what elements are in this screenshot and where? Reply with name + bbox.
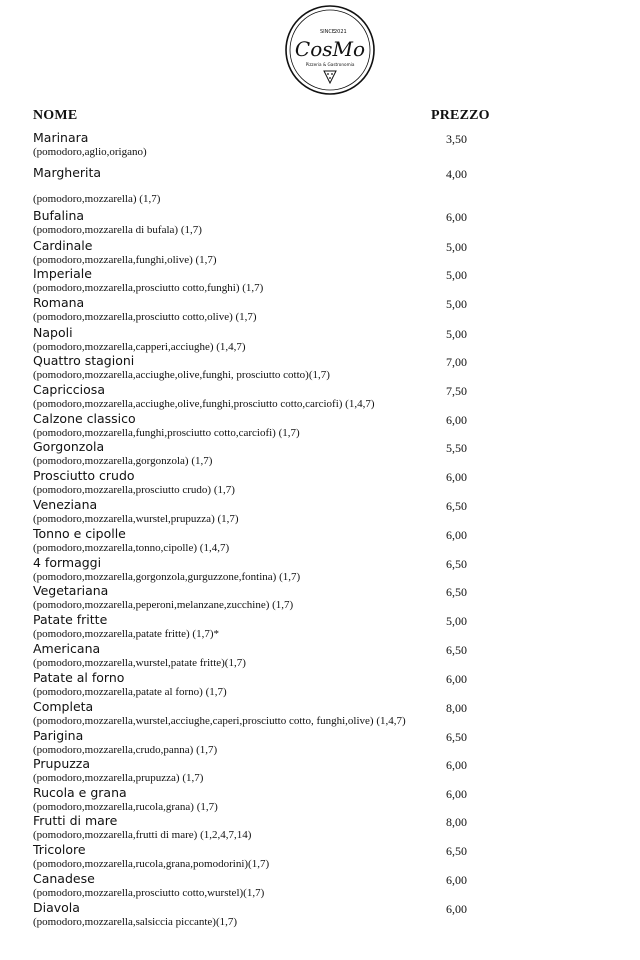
menu-item-price: 6,00 <box>446 902 467 916</box>
logo-brand: CosMo <box>294 37 366 61</box>
menu-item-description: (pomodoro,mozzarella,rucola,grana) (1,7) <box>33 801 218 813</box>
menu-item-description: (pomodoro,mozzarella,peperoni,melanzane,zucchine) (1,7) <box>33 599 294 611</box>
menu-item-description: (pomodoro,mozzarella,wurstel,acciughe,caperi,prosciutto cotto, funghi,olive) (1,4,7) <box>33 715 406 727</box>
menu-item-price: 6,50 <box>446 585 467 599</box>
menu-item <box>0 130 640 160</box>
menu-item-price: 6,50 <box>446 557 467 571</box>
menu-item-price: 5,00 <box>446 614 467 628</box>
menu-item-description: (pomodoro,mozzarella,patate al forno) (1,7) <box>33 686 227 698</box>
menu-item-description: (pomodoro,mozzarella,capperi,acciughe) (1,4,7) <box>33 341 246 353</box>
menu-item <box>0 165 640 205</box>
menu-item-price: 6,00 <box>446 672 467 686</box>
menu-item <box>0 555 640 585</box>
menu-item-price: 8,00 <box>446 815 467 829</box>
menu-item-name: Diavola <box>33 900 80 915</box>
menu-item-name: Tonno e cipolle <box>33 526 126 541</box>
menu-item-description: (pomodoro,mozzarella,prosciutto crudo) (1,7) <box>33 484 235 496</box>
menu-item-price: 6,00 <box>446 787 467 801</box>
menu-item-price: 6,50 <box>446 499 467 513</box>
menu-item-name: Completa <box>33 699 94 714</box>
menu-item-name: Imperiale <box>33 266 92 281</box>
menu-item-name: Prosciutto crudo <box>33 468 135 483</box>
menu-item-description: (pomodoro,mozzarella,prosciutto cotto,funghi) (1,7) <box>33 282 264 294</box>
menu-item-price: 5,00 <box>446 268 467 282</box>
menu-item-description: (pomodoro,mozzarella,rucola,grana,pomodorini)(1,7) <box>33 858 270 870</box>
menu-item-description: (pomodoro,mozzarella,salsiccia piccante)(1,7) <box>33 916 238 928</box>
menu-item-description: (pomodoro,mozzarella,funghi,prosciutto cotto,carciofi) (1,7) <box>33 427 300 439</box>
menu-item-description: (pomodoro,mozzarella,funghi,olive) (1,7) <box>33 254 217 266</box>
column-header-price: PREZZO <box>431 108 490 123</box>
menu-item-price: 6,50 <box>446 844 467 858</box>
menu-item-name: Patate fritte <box>33 612 108 627</box>
menu-item-price: 6,50 <box>446 643 467 657</box>
menu-item-description: (pomodoro,mozzarella,acciughe,olive,funghi, prosciutto cotto)(1,7) <box>33 369 330 381</box>
menu-item <box>0 900 640 930</box>
menu-item-price: 6,00 <box>446 413 467 427</box>
menu-item <box>0 295 640 325</box>
menu-item-price: 6,00 <box>446 528 467 542</box>
menu-item-price: 7,50 <box>446 384 467 398</box>
menu-item-price: 6,00 <box>446 873 467 887</box>
menu-item-name: Parigina <box>33 728 84 743</box>
menu-item <box>0 208 640 238</box>
menu-item-price: 5,00 <box>446 297 467 311</box>
menu-item <box>0 699 640 729</box>
menu-item-description: (pomodoro,mozzarella,gorgonzola,gurguzzone,fontina) (1,7) <box>33 571 301 583</box>
menu-item-description: (pomodoro,mozzarella di bufala) (1,7) <box>33 224 202 236</box>
menu-item-price: 6,00 <box>446 210 467 224</box>
menu-item <box>0 756 640 786</box>
menu-item <box>0 670 640 700</box>
menu-item-name: Prupuzza <box>33 756 91 771</box>
menu-item-name: Patate al forno <box>33 670 125 685</box>
menu-item <box>0 641 640 671</box>
menu-item-description: (pomodoro,mozzarella,gorgonzola) (1,7) <box>33 455 213 467</box>
menu-item-price: 6,00 <box>446 470 467 484</box>
menu-item-price: 7,00 <box>446 355 467 369</box>
menu-item <box>0 468 640 498</box>
menu-item <box>0 353 640 383</box>
menu-item-name: Canadese <box>33 871 95 886</box>
menu-item-name: Napoli <box>33 325 73 340</box>
menu-item-price: 5,50 <box>446 441 467 455</box>
menu-item-name: Americana <box>33 641 101 656</box>
column-header-name: NOME <box>33 108 78 123</box>
menu-item-price: 8,00 <box>446 701 467 715</box>
menu-item <box>0 871 640 901</box>
menu-item <box>0 238 640 268</box>
menu-item-price: 3,50 <box>446 132 467 146</box>
menu-item-description: (pomodoro,mozzarella) (1,7) <box>33 193 161 205</box>
menu-item-description: (pomodoro,mozzarella,crudo,panna) (1,7) <box>33 744 218 756</box>
menu-item-description: (pomodoro,mozzarella,wurstel,patate fritte)(1,7) <box>33 657 246 669</box>
menu-item-name: Quattro stagioni <box>33 353 135 368</box>
menu-item <box>0 439 640 469</box>
menu-item-description: (pomodoro,mozzarella,wurstel,prupuzza) (1,7) <box>33 513 239 525</box>
menu-item-name: Bufalina <box>33 208 85 223</box>
menu-item-price: 5,00 <box>446 327 467 341</box>
menu-item-name: Frutti di mare <box>33 813 118 828</box>
logo-since: SINCE <box>320 29 336 35</box>
menu-item-name: Vegetariana <box>33 583 109 598</box>
logo-year: 2021 <box>334 29 347 35</box>
menu-item-description: (pomodoro,mozzarella,frutti di mare) (1,2,4,7,14) <box>33 829 252 841</box>
menu-item-name: Marinara <box>33 130 89 145</box>
menu-item <box>0 612 640 642</box>
menu-item <box>0 497 640 527</box>
menu-item-name: Tricolore <box>33 842 86 857</box>
menu-item-description: (pomodoro,mozzarella,prosciutto cotto,wurstel)(1,7) <box>33 887 265 899</box>
menu-item <box>0 325 640 355</box>
menu-item-description: (pomodoro,mozzarella,prupuzza) (1,7) <box>33 772 204 784</box>
menu-item <box>0 266 640 296</box>
menu-item-description: (pomodoro,mozzarella,patate fritte) (1,7)* <box>33 628 220 640</box>
menu-item-name: 4 formaggi <box>33 555 102 570</box>
menu-item <box>0 785 640 815</box>
menu-item <box>0 382 640 412</box>
menu-item-name: Margherita <box>33 165 102 180</box>
menu-item-name: Veneziana <box>33 497 98 512</box>
menu-item <box>0 813 640 843</box>
menu-item-description: (pomodoro,mozzarella,acciughe,olive,funghi,prosciutto cotto,carciofi) (1,4,7) <box>33 398 375 410</box>
menu-item <box>0 583 640 613</box>
menu-item-name: Romana <box>33 295 85 310</box>
menu-item-price: 5,00 <box>446 240 467 254</box>
menu-item <box>0 411 640 441</box>
menu-item-description: (pomodoro,aglio,origano) <box>33 146 147 158</box>
menu-item-name: Cardinale <box>33 238 93 253</box>
menu-item-name: Capricciosa <box>33 382 105 397</box>
menu-item-name: Gorgonzola <box>33 439 105 454</box>
menu-item-description: (pomodoro,mozzarella,tonno,cipolle) (1,4,7) <box>33 542 230 554</box>
menu-item <box>0 526 640 556</box>
menu-item-price: 6,00 <box>446 758 467 772</box>
menu-item-name: Rucola e grana <box>33 785 127 800</box>
menu-item-price: 6,50 <box>446 730 467 744</box>
menu-item-description: (pomodoro,mozzarella,prosciutto cotto,olive) (1,7) <box>33 311 257 323</box>
logo-tagline: Pizzeria & Gastronomia <box>305 62 355 67</box>
menu-item <box>0 728 640 758</box>
menu-item-price: 4,00 <box>446 167 467 181</box>
menu-item <box>0 842 640 872</box>
menu-item-name: Calzone classico <box>33 411 136 426</box>
